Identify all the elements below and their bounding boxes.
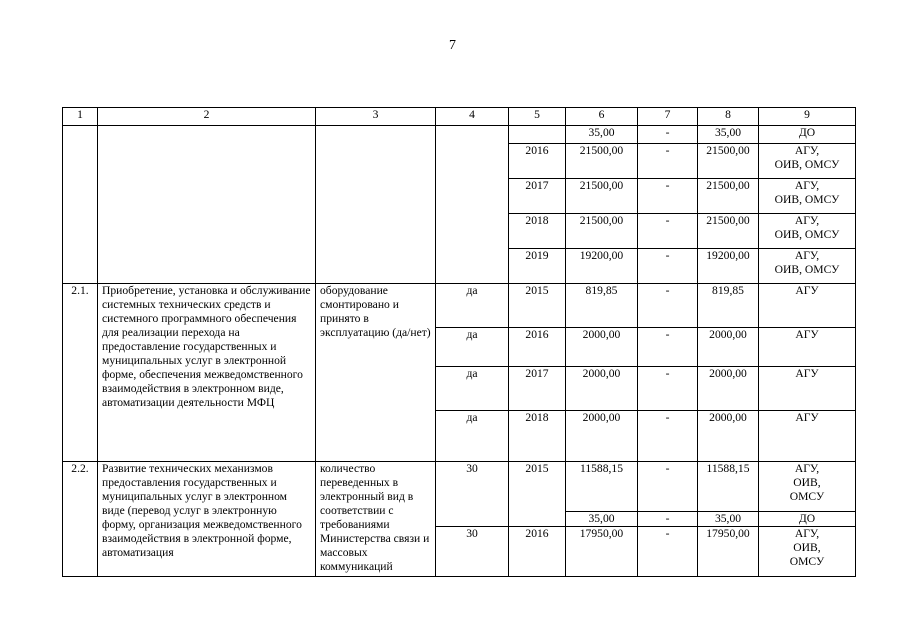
total-cell: 35,00 bbox=[566, 126, 638, 144]
executor-cell: АГУ bbox=[759, 284, 856, 328]
indicator-value: да bbox=[436, 367, 509, 411]
executor-cell: АГУ, ОИВ, ОМСУ bbox=[759, 462, 856, 512]
col8-cell: 2000,00 bbox=[698, 328, 759, 367]
col8-cell: 819,85 bbox=[698, 284, 759, 328]
table-row bbox=[63, 126, 856, 144]
header-cell: 3 bbox=[316, 108, 436, 126]
section-number: 2.1. bbox=[63, 284, 98, 462]
col8-cell: 17950,00 bbox=[698, 527, 759, 577]
col8-cell: 2000,00 bbox=[698, 411, 759, 462]
year-cell: 2017 bbox=[509, 179, 566, 214]
col8-cell: 21500,00 bbox=[698, 214, 759, 249]
indicator-value: да bbox=[436, 284, 509, 328]
total-cell: 21500,00 bbox=[566, 214, 638, 249]
col7-cell: - bbox=[638, 179, 698, 214]
year-cell: 2018 bbox=[509, 411, 566, 462]
year-cell: 2016 bbox=[509, 328, 566, 367]
col8-cell: 35,00 bbox=[698, 512, 759, 527]
col7-cell: - bbox=[638, 367, 698, 411]
indicator-cell: количество переведенных в электронный вид в соответствии с требованиями Министерства связи и массовых коммуникаций bbox=[316, 462, 436, 577]
year-cell: 2015 bbox=[509, 284, 566, 328]
total-cell: 21500,00 bbox=[566, 144, 638, 179]
header-cell: 8 bbox=[698, 108, 759, 126]
col8-cell: 11588,15 bbox=[698, 462, 759, 512]
empty-cell bbox=[436, 126, 509, 284]
col7-cell: - bbox=[638, 328, 698, 367]
col8-cell: 21500,00 bbox=[698, 144, 759, 179]
header-cell: 4 bbox=[436, 108, 509, 126]
executor-cell: АГУ, ОИВ, ОМСУ bbox=[759, 214, 856, 249]
total-cell: 2000,00 bbox=[566, 411, 638, 462]
header-cell: 1 bbox=[63, 108, 98, 126]
col7-cell: - bbox=[638, 527, 698, 577]
col7-cell: - bbox=[638, 249, 698, 284]
empty-cell bbox=[98, 126, 316, 284]
col7-cell: - bbox=[638, 214, 698, 249]
executor-cell: АГУ, ОИВ, ОМСУ bbox=[759, 249, 856, 284]
table-row bbox=[63, 284, 856, 328]
col7-cell: - bbox=[638, 144, 698, 179]
header-cell: 5 bbox=[509, 108, 566, 126]
total-cell: 2000,00 bbox=[566, 328, 638, 367]
table-row bbox=[63, 462, 856, 512]
col7-cell: - bbox=[638, 411, 698, 462]
section-number: 2.2. bbox=[63, 462, 98, 577]
executor-cell: АГУ bbox=[759, 367, 856, 411]
indicator-value: да bbox=[436, 411, 509, 462]
col7-cell: - bbox=[638, 284, 698, 328]
executor-cell: ДО bbox=[759, 126, 856, 144]
section-description: Развитие технических механизмов предоставления государственных и муниципальных услуг в электронном виде (перевод услуг в электронную форму, организация межведомственного взаимодействия в электронной форме, автоматизация bbox=[98, 462, 316, 577]
header-row bbox=[63, 108, 856, 126]
year-cell: 2015 bbox=[509, 462, 566, 527]
indicator-cell: оборудование смонтировано и принято в эксплуатацию (да/нет) bbox=[316, 284, 436, 462]
col8-cell: 19200,00 bbox=[698, 249, 759, 284]
program-table bbox=[62, 107, 856, 577]
col7-cell: - bbox=[638, 512, 698, 527]
section-description: Приобретение, установка и обслуживание системных технических средств и системного программного обеспечения для реализации перехода на предоставление государственных и муниципальных услуг в электронной форме, обеспечения межведомственного взаимодействия в электронном виде, автоматизации деятельности МФЦ bbox=[98, 284, 316, 462]
header-cell: 6 bbox=[566, 108, 638, 126]
executor-cell: АГУ bbox=[759, 411, 856, 462]
total-cell: 35,00 bbox=[566, 512, 638, 527]
indicator-value: да bbox=[436, 328, 509, 367]
year-cell: 2017 bbox=[509, 367, 566, 411]
indicator-value: 30 bbox=[436, 462, 509, 527]
executor-cell: АГУ, ОИВ, ОМСУ bbox=[759, 144, 856, 179]
total-cell: 21500,00 bbox=[566, 179, 638, 214]
executor-cell: АГУ bbox=[759, 328, 856, 367]
total-cell: 11588,15 bbox=[566, 462, 638, 512]
header-cell: 2 bbox=[98, 108, 316, 126]
year-cell: 2016 bbox=[509, 527, 566, 577]
page-number: 7 bbox=[449, 38, 456, 53]
col7-cell: - bbox=[638, 462, 698, 512]
executor-cell: ДО bbox=[759, 512, 856, 527]
total-cell: 2000,00 bbox=[566, 367, 638, 411]
year-cell: 2018 bbox=[509, 214, 566, 249]
total-cell: 19200,00 bbox=[566, 249, 638, 284]
col8-cell: 2000,00 bbox=[698, 367, 759, 411]
indicator-value: 30 bbox=[436, 527, 509, 577]
empty-cell bbox=[63, 126, 98, 284]
header-cell: 7 bbox=[638, 108, 698, 126]
year-cell: 2016 bbox=[509, 144, 566, 179]
empty-cell bbox=[316, 126, 436, 284]
col8-cell: 21500,00 bbox=[698, 179, 759, 214]
executor-cell: АГУ, ОИВ, ОМСУ bbox=[759, 527, 856, 577]
col8-cell: 35,00 bbox=[698, 126, 759, 144]
year-cell bbox=[509, 126, 566, 144]
executor-cell: АГУ, ОИВ, ОМСУ bbox=[759, 179, 856, 214]
col7-cell: - bbox=[638, 126, 698, 144]
header-cell: 9 bbox=[759, 108, 856, 126]
total-cell: 819,85 bbox=[566, 284, 638, 328]
year-cell: 2019 bbox=[509, 249, 566, 284]
total-cell: 17950,00 bbox=[566, 527, 638, 577]
